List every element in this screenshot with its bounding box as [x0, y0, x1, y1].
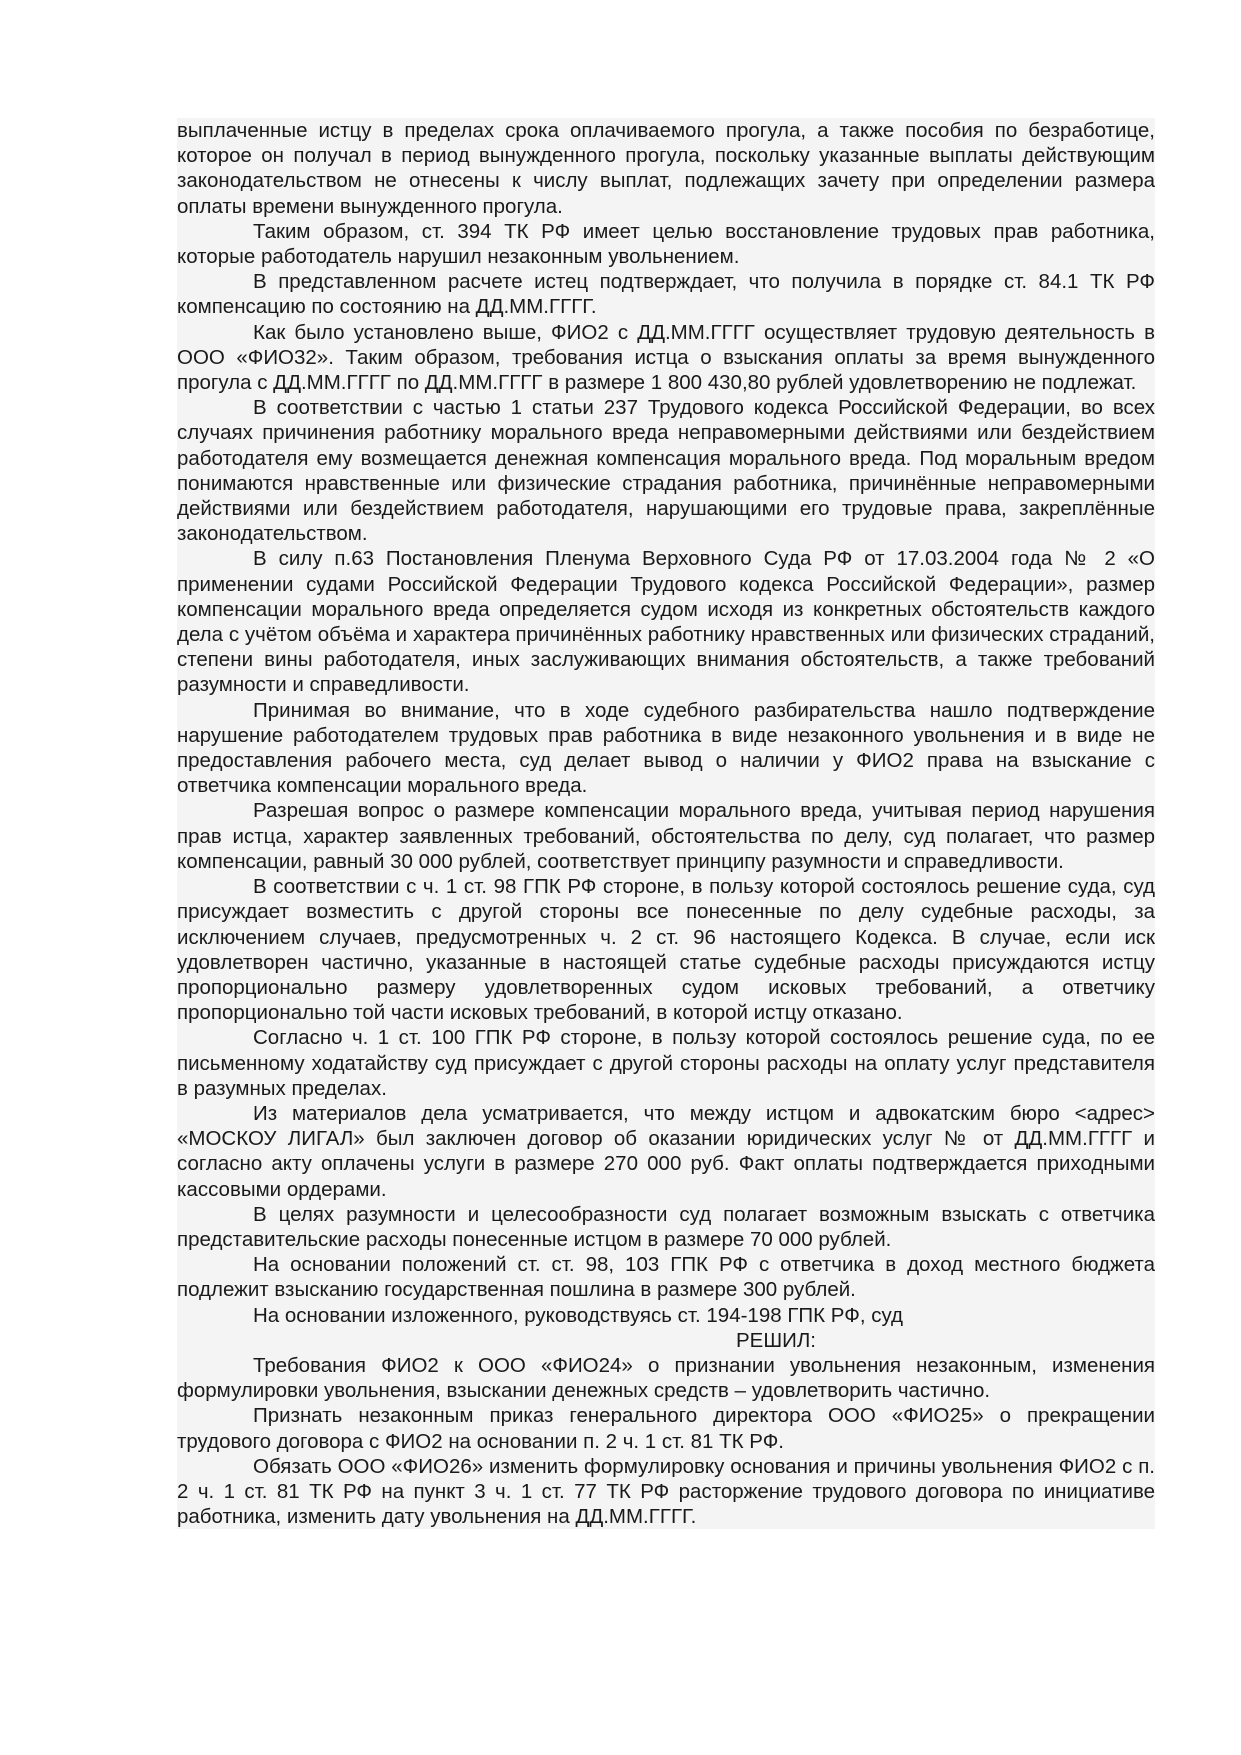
- paragraph: На основании изложенного, руководствуясь ст. 194-198 ГПК РФ, суд: [253, 1303, 903, 1327]
- paragraph: Разрешая вопрос о размере компенсации морального вреда, учитывая период нарушения прав истца, характер заявленных требований, обстоятельства по делу, суд полагает, что размер компенсации, равный 30 000 рублей, соответствует принципу разумности и справедливости.: [177, 799, 1155, 873]
- paragraph: Принимая во внимание, что в ходе судебного разбирательства нашло подтверждение нарушение работодателем трудовых прав работника в виде незаконного увольнения и в виде не предоставления рабочего места, суд делает вывод о наличии у ФИО2 права на взыскание с ответчика компенсации морального вреда.: [177, 698, 1155, 798]
- paragraph: Таким образом, ст. 394 ТК РФ имеет целью восстановление трудовых прав работника, которые работодатель нарушил незаконным увольнением.: [177, 219, 1155, 269]
- paragraph-continuation: выплаченные истцу в пределах срока оплачиваемого прогула, а также пособия по безработице, которое он получал в период вынужденного прогула, поскольку указанные выплаты действующим законодательством не отнесены к числу выплат, подлежащих зачету при определении размера оплаты времени вынужденного прогула.: [177, 119, 1155, 218]
- document-text: [177, 118, 1155, 1529]
- resolution-paragraph: Обязать ООО «ФИО26» изменить формулировку основания и причины увольнения ФИО2 с п. 2 ч. 1 ст. 81 ТК РФ на пункт 3 ч. 1 ст. 77 ТК РФ расторжение трудового договора по инициативе работника, изменить дату увольнения на ДД.ММ.ГГГГ.: [177, 1454, 1155, 1529]
- decision-heading: РЕШИЛ:: [735, 1328, 817, 1352]
- resolution-paragraph: Требования ФИО2 к ООО «ФИО24» о признании увольнения незаконным, изменения формулировки увольнения, взыскании денежных средств – удовлетворить частично.: [177, 1353, 1155, 1403]
- paragraph: В представленном расчете истец подтверждает, что получила в порядке ст. 84.1 ТК РФ компенсацию по состоянию на ДД.ММ.ГГГГ.: [177, 270, 1155, 319]
- paragraph: В соответствии с ч. 1 ст. 98 ГПК РФ стороне, в пользу которой состоялось решение суда, суд присуждает возместить с другой стороны все понесенные по делу судебные расходы, за исключением случаев, предусмотренных ч. 2 ст. 96 настоящего Кодекса. В случае, если иск удовлетворен частично, указанные в настоящей статье судебные расходы присуждаются истцу пропорционально размеру удовлетворенных судом исковых требований, а ответчику пропорционально той части исковых требований, в которой истцу отказано.: [177, 875, 1155, 1025]
- paragraph: В силу п.63 Постановления Пленума Верховного Суда РФ от 17.03.2004 года № 2 «О применении судами Российской Федерации Трудового кодекса Российской Федерации», размер компенсации морального вреда определяется судом исходя из конкретных обстоятельств каждого дела с учётом объёма и характера причинённых работнику нравственных или физических страданий, степени вины работодателя, иных заслуживающих внимания обстоятельств, а также требований разумности и справедливости.: [177, 547, 1155, 697]
- paragraph: В целях разумности и целесообразности суд полагает возможным взыскать с ответчика представительские расходы понесенные истцом в размере 70 000 рублей.: [177, 1202, 1155, 1251]
- paragraph: На основании положений ст. ст. 98, 103 ГПК РФ с ответчика в доход местного бюджета подлежит взысканию государственная пошлина в размере 300 рублей.: [177, 1253, 1155, 1302]
- resolution-paragraph: Признать незаконным приказ генерального директора ООО «ФИО25» о прекращении трудового договора с ФИО2 на основании п. 2 ч. 1 ст. 81 ТК РФ.: [177, 1404, 1155, 1453]
- paragraph: Согласно ч. 1 ст. 100 ГПК РФ стороне, в пользу которой состоялось решение суда, по ее письменному ходатайству суд присуждает с другой стороны расходы на оплату услуг представителя в разумных пределах.: [177, 1026, 1155, 1100]
- paragraph: Как было установлено выше, ФИО2 с ДД.ММ.ГГГГ осуществляет трудовую деятельность в ООО «ФИО32». Таким образом, требования истца о взыскания оплаты за время вынужденного прогула с ДД.ММ.ГГГГ по ДД.ММ.ГГГГ в размере 1 800 430,80 рублей удовлетворению не подлежат.: [177, 320, 1155, 395]
- paragraph: Из материалов дела усматривается, что между истцом и адвокатским бюро <адрес> «МОСКОУ ЛИГАЛ» был заключен договор об оказании юридических услуг № от ДД.ММ.ГГГГ и согласно акту оплачены услуги в размере 270 000 руб. Факт оплаты подтверждается приходными кассовыми ордерами.: [177, 1101, 1155, 1201]
- paragraph: В соответствии с частью 1 статьи 237 Трудового кодекса Российской Федерации, во всех случаях причинения работнику морального вреда неправомерными действиями или бездействием работодателя ему возмещается денежная компенсация морального вреда. Под моральным вредом понимаются нравственные или физические страдания работника, причинённые неправомерными действиями или бездействием работодателя, нарушающими его трудовые права, закреплённые законодательством.: [177, 396, 1155, 546]
